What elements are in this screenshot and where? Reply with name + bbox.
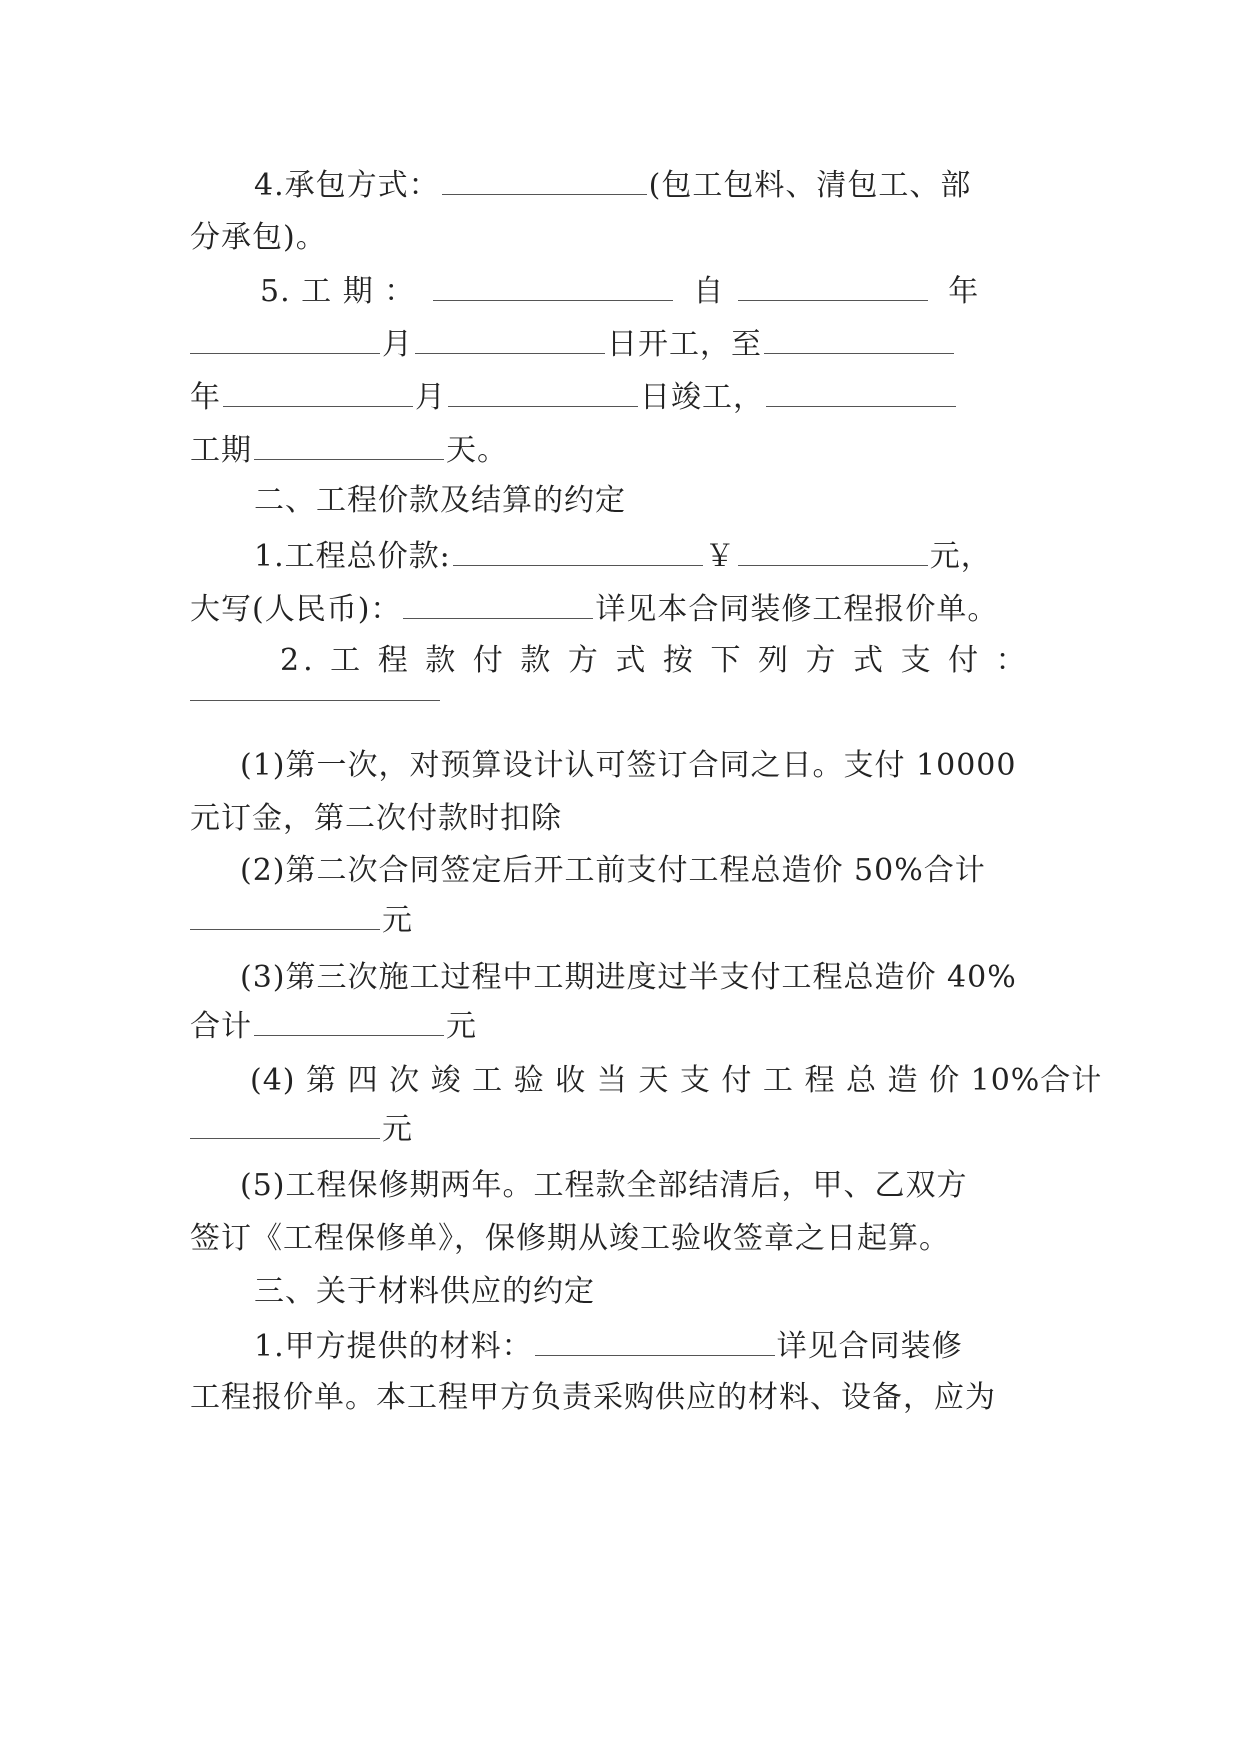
start-work-label: 日开工，至: [607, 327, 762, 362]
start-date-line: [190, 323, 1050, 363]
days-unit: 天。: [446, 433, 508, 468]
payment-method-blank: [190, 670, 440, 701]
capital-amount-blank: [403, 588, 593, 619]
end-year-blank: [764, 323, 954, 354]
yuan-unit: 元，: [929, 539, 992, 574]
payment-3-line-2: [190, 1005, 1050, 1045]
start-month-blank: [190, 323, 380, 354]
payment-4-blank: [190, 1108, 380, 1139]
payment-5-text: (5)工程保修期两年。工程款全部结清后，甲、乙双方: [240, 1168, 968, 1203]
section-2-title: 二、工程价款及结算的约定: [254, 483, 626, 518]
contract-mode-line: [190, 164, 1050, 204]
see-quotation-text: 详见本合同装修工程报价单。: [595, 592, 999, 627]
start-year-blank: [738, 270, 928, 301]
duration-blank: [433, 270, 673, 301]
end-day-blank: [448, 376, 638, 407]
payment-5-line: [190, 1166, 1050, 1206]
payment-3-total-label: 合计: [190, 1009, 252, 1044]
payment-method-text: 2. 工 程 款 付 款 方 式 按 下 列 方 式 支 付 ：: [280, 643, 1030, 678]
payment-4-text: (4) 第 四 次 竣 工 验 收 当 天 支 付 工 程 总 造 价 10%合计: [250, 1063, 1103, 1098]
payment-1-text: (1)第一次，对预算设计认可签订合同之日。支付 10000: [240, 748, 1017, 783]
price-capital-line: [190, 588, 1050, 628]
capital-amount-label: 大写(人民币)：: [190, 592, 402, 627]
section-3-title: 三、关于材料供应的约定: [254, 1274, 595, 1309]
payment-2-unit: 元: [382, 903, 413, 938]
month-label-2: 月: [415, 380, 446, 415]
completion-label: 日竣工，: [640, 380, 764, 415]
contract-mode-label: 4.承包方式：: [254, 168, 440, 203]
section-2-heading: [190, 481, 1050, 521]
materials-line-2: [190, 1378, 1050, 1418]
total-days-blank: [254, 429, 444, 460]
materials-see-text: 详见合同装修: [776, 1329, 963, 1364]
materials-blank: [535, 1325, 775, 1356]
payment-2-blank: [190, 899, 380, 930]
payment-method-blank-line: [190, 670, 1050, 710]
year-label-2: 年: [190, 380, 221, 415]
total-price-label: 1.工程总价款:: [254, 539, 451, 574]
materials-label: 1.甲方提供的材料：: [254, 1329, 533, 1364]
month-label: 月: [382, 327, 413, 362]
duration-line: [190, 270, 1050, 310]
payment-4-line: [190, 1061, 1103, 1101]
end-date-line: [190, 376, 1050, 416]
payment-4-unit: 元: [382, 1112, 413, 1147]
total-price-blank: [453, 535, 703, 566]
total-price-line: [190, 535, 1050, 575]
start-day-blank: [415, 323, 605, 354]
end-month-blank: [223, 376, 413, 407]
payment-2-line-2: [190, 899, 1050, 939]
payment-1-text-cont: 元订金，第二次付款时扣除: [190, 801, 562, 836]
contract-mode-line-2: [190, 218, 1050, 258]
year-label: 年: [948, 274, 980, 309]
payment-1-line: [190, 746, 1050, 786]
total-days-line: [190, 429, 1050, 469]
contract-mode-blank: [442, 164, 647, 195]
payment-4-line-2: [190, 1108, 1050, 1148]
total-days-label: 工期: [190, 433, 252, 468]
payment-5-text-cont: 签订《工程保修单》，保修期从竣工验收签章之日起算。: [190, 1221, 950, 1256]
payment-3-text: (3)第三次施工过程中工期进度过半支付工程总造价 40%: [240, 960, 1017, 995]
duration-label: 5. 工 期 ：: [260, 274, 416, 309]
price-number-blank: [738, 535, 928, 566]
payment-3-blank: [254, 1005, 444, 1036]
payment-3-line: [190, 958, 1050, 998]
payment-2-text: (2)第二次合同签定后开工前支付工程总造价 50%合计: [240, 853, 986, 888]
completion-blank: [766, 376, 956, 407]
contract-mode-options: (包工包料、清包工、部: [648, 168, 972, 203]
duration-from-label: 自: [693, 274, 725, 309]
section-3-heading: [190, 1272, 1050, 1312]
currency-symbol: ￥: [704, 539, 736, 574]
materials-text-cont: 工程报价单。本工程甲方负责采购供应的材料、设备，应为: [190, 1380, 996, 1415]
materials-line: [190, 1325, 1050, 1365]
payment-3-unit: 元: [446, 1009, 477, 1044]
payment-5-line-2: [190, 1219, 1050, 1259]
contract-mode-options-cont: 分承包)。: [190, 220, 327, 255]
payment-1-line-2: [190, 799, 1050, 839]
payment-2-line: [190, 851, 1050, 891]
